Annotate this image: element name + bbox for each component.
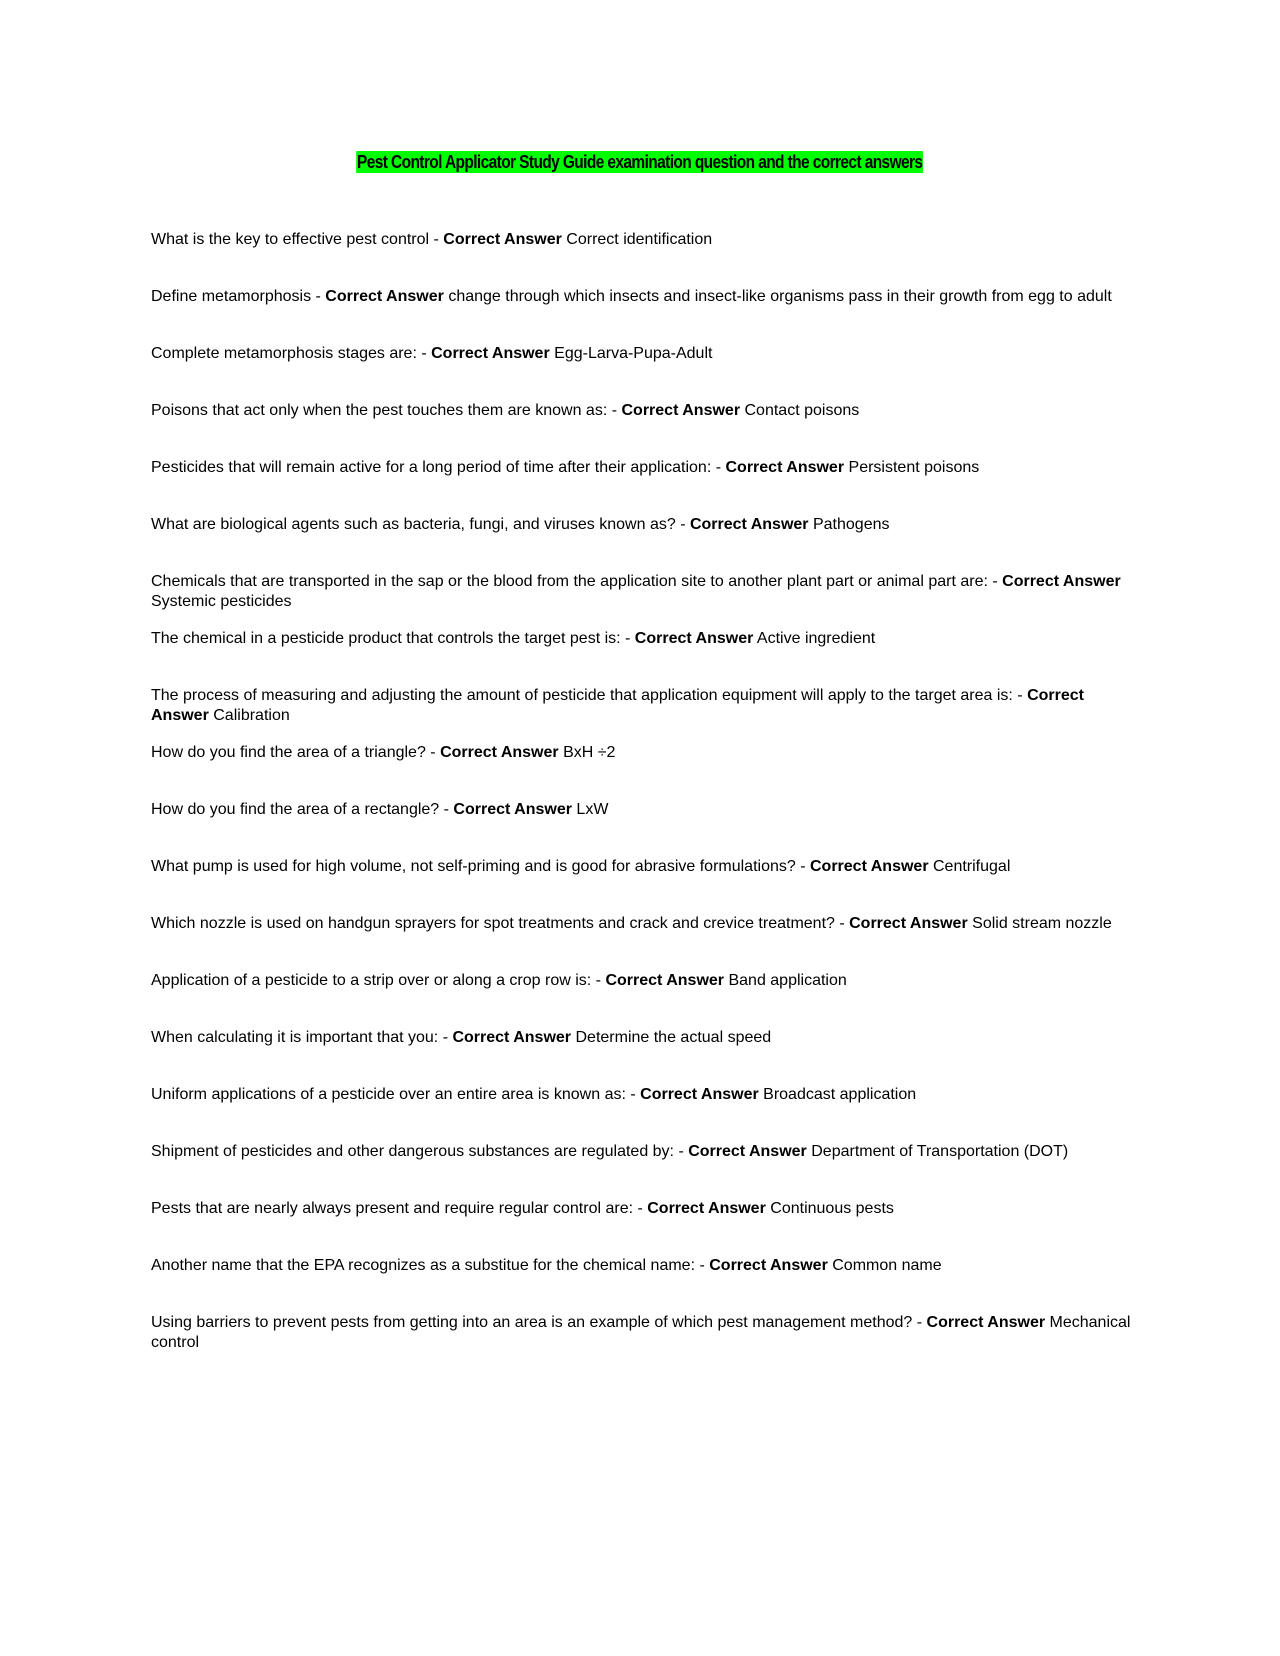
qa-item bbox=[151, 914, 1131, 971]
question-text: What is the key to effective pest control bbox=[151, 231, 430, 248]
title-container bbox=[0, 151, 1280, 173]
separator: - bbox=[311, 288, 326, 305]
answer-text: Department of Transportation (DOT) bbox=[811, 1143, 1069, 1160]
separator: - bbox=[675, 516, 690, 533]
qa-item bbox=[151, 344, 1131, 401]
correct-answer-label: Correct Answer bbox=[640, 1086, 759, 1103]
correct-answer-label: Correct Answer bbox=[689, 516, 809, 533]
question-text: Pests that are nearly always present and require regular control are: bbox=[151, 1200, 634, 1217]
answer-text: Correct identification bbox=[566, 231, 713, 248]
correct-answer-label: Correct Answer bbox=[809, 858, 929, 875]
question-text: How do you find the area of a triangle? bbox=[151, 744, 426, 761]
qa-item bbox=[151, 971, 1131, 1028]
answer-text: Continuous pests bbox=[770, 1200, 894, 1217]
qa-item bbox=[151, 515, 1131, 572]
qa-item bbox=[151, 743, 1131, 800]
answer-text: Common name bbox=[832, 1257, 942, 1274]
answer-text: Determine the actual speed bbox=[575, 1029, 772, 1046]
qa-item bbox=[151, 230, 1131, 287]
answer-text: LxW bbox=[576, 801, 609, 818]
correct-answer-label: Correct Answer bbox=[431, 345, 550, 362]
answer-text: Mechanical control bbox=[151, 1314, 1131, 1351]
correct-answer-label: Correct Answer bbox=[440, 744, 559, 761]
answer-text: change through which insects and insect-like organisms pass in their growth from egg to adult bbox=[448, 288, 1112, 305]
qa-item bbox=[151, 1313, 1131, 1370]
question-text: The chemical in a pesticide product that controls the target pest is: bbox=[151, 630, 621, 647]
correct-answer-label: Correct Answer bbox=[151, 687, 1084, 724]
separator: - bbox=[834, 915, 850, 932]
answer-text: BxH ÷2 bbox=[563, 744, 616, 761]
answer-text: Band application bbox=[728, 972, 847, 989]
separator: - bbox=[795, 858, 810, 875]
question-text: Define metamorphosis bbox=[151, 288, 312, 305]
question-text: How do you find the area of a rectangle? bbox=[151, 801, 440, 818]
separator: - bbox=[695, 1257, 710, 1274]
correct-answer-label: Correct Answer bbox=[325, 288, 444, 305]
answer-text: Contact poisons bbox=[744, 402, 860, 419]
correct-answer-label: Correct Answer bbox=[605, 972, 725, 989]
qa-item bbox=[151, 287, 1131, 344]
qa-item bbox=[151, 1085, 1131, 1142]
answer-text: Persistent poisons bbox=[848, 459, 980, 476]
question-text: When calculating it is important that you: bbox=[151, 1029, 439, 1046]
correct-answer-label: Correct Answer bbox=[688, 1143, 807, 1160]
question-text: Shipment of pesticides and other dangerous substances are regulated by: bbox=[151, 1143, 674, 1160]
question-text: Another name that the EPA recognizes as a substitue for the chemical name: bbox=[151, 1257, 696, 1274]
question-text: Uniform applications of a pesticide over an entire area is known as: bbox=[151, 1086, 626, 1103]
correct-answer-label: Correct Answer bbox=[725, 459, 845, 476]
correct-answer-label: Correct Answer bbox=[647, 1200, 766, 1217]
question-text: What pump is used for high volume, not self-priming and is good for abrasive formulations? bbox=[151, 858, 796, 875]
qa-item bbox=[151, 800, 1131, 857]
correct-answer-label: Correct Answer bbox=[709, 1257, 828, 1274]
question-text: Pesticides that will remain active for a long period of time after their application: bbox=[151, 459, 712, 476]
qa-item bbox=[151, 1028, 1131, 1085]
qa-item bbox=[151, 629, 1131, 686]
correct-answer-label: Correct Answer bbox=[634, 630, 754, 647]
separator: - bbox=[1012, 687, 1028, 704]
qa-item bbox=[151, 458, 1131, 515]
separator: - bbox=[633, 1200, 648, 1217]
question-text: Application of a pesticide to a strip over or along a crop row is: bbox=[151, 972, 592, 989]
separator: - bbox=[674, 1143, 689, 1160]
answer-text: Active ingredient bbox=[756, 630, 876, 647]
correct-answer-label: Correct Answer bbox=[1002, 573, 1121, 590]
separator: - bbox=[429, 231, 444, 248]
correct-answer-label: Correct Answer bbox=[926, 1314, 1046, 1331]
answer-text: Calibration bbox=[213, 707, 290, 724]
question-text: What are biological agents such as bacteria, fungi, and viruses known as? bbox=[151, 516, 676, 533]
question-text: Complete metamorphosis stages are: bbox=[151, 345, 417, 362]
separator: - bbox=[987, 573, 1003, 590]
answer-text: Solid stream nozzle bbox=[972, 915, 1112, 932]
question-text: The process of measuring and adjusting the amount of pesticide that application equipment will apply to the target area is: bbox=[151, 687, 1013, 704]
qa-item bbox=[151, 572, 1131, 629]
separator: - bbox=[425, 744, 441, 761]
separator: - bbox=[438, 1029, 453, 1046]
separator: - bbox=[620, 630, 635, 647]
correct-answer-label: Correct Answer bbox=[453, 801, 572, 818]
qa-item bbox=[151, 1256, 1131, 1313]
separator: - bbox=[591, 972, 606, 989]
correct-answer-label: Correct Answer bbox=[443, 231, 562, 248]
qa-item bbox=[151, 686, 1131, 743]
qa-item bbox=[151, 857, 1131, 914]
qa-list bbox=[151, 230, 1131, 1370]
page-title: Pest Control Applicator Study Guide examination question and the correct answers bbox=[357, 152, 923, 172]
separator: - bbox=[711, 459, 726, 476]
correct-answer-label: Correct Answer bbox=[849, 915, 968, 932]
separator: - bbox=[607, 402, 622, 419]
question-text: Chemicals that are transported in the sap or the blood from the application site to another plant part or animal part are: bbox=[151, 573, 988, 590]
qa-item bbox=[151, 1142, 1131, 1199]
answer-text: Systemic pesticides bbox=[151, 593, 292, 610]
answer-text: Egg-Larva-Pupa-Adult bbox=[554, 345, 713, 362]
question-text: Which nozzle is used on handgun sprayers for spot treatments and crack and crevice treatment? bbox=[151, 915, 835, 932]
correct-answer-label: Correct Answer bbox=[621, 402, 741, 419]
separator: - bbox=[416, 345, 432, 362]
question-text: Poisons that act only when the pest touches them are known as: bbox=[151, 402, 608, 419]
separator: - bbox=[912, 1314, 927, 1331]
question-text: Using barriers to prevent pests from getting into an area is an example of which pest management method? bbox=[151, 1314, 913, 1331]
correct-answer-label: Correct Answer bbox=[452, 1029, 572, 1046]
qa-item bbox=[151, 1199, 1131, 1256]
qa-item bbox=[151, 401, 1131, 458]
separator: - bbox=[625, 1086, 641, 1103]
answer-text: Pathogens bbox=[812, 516, 890, 533]
separator: - bbox=[439, 801, 454, 818]
answer-text: Centrifugal bbox=[933, 858, 1011, 875]
answer-text: Broadcast application bbox=[763, 1086, 917, 1103]
